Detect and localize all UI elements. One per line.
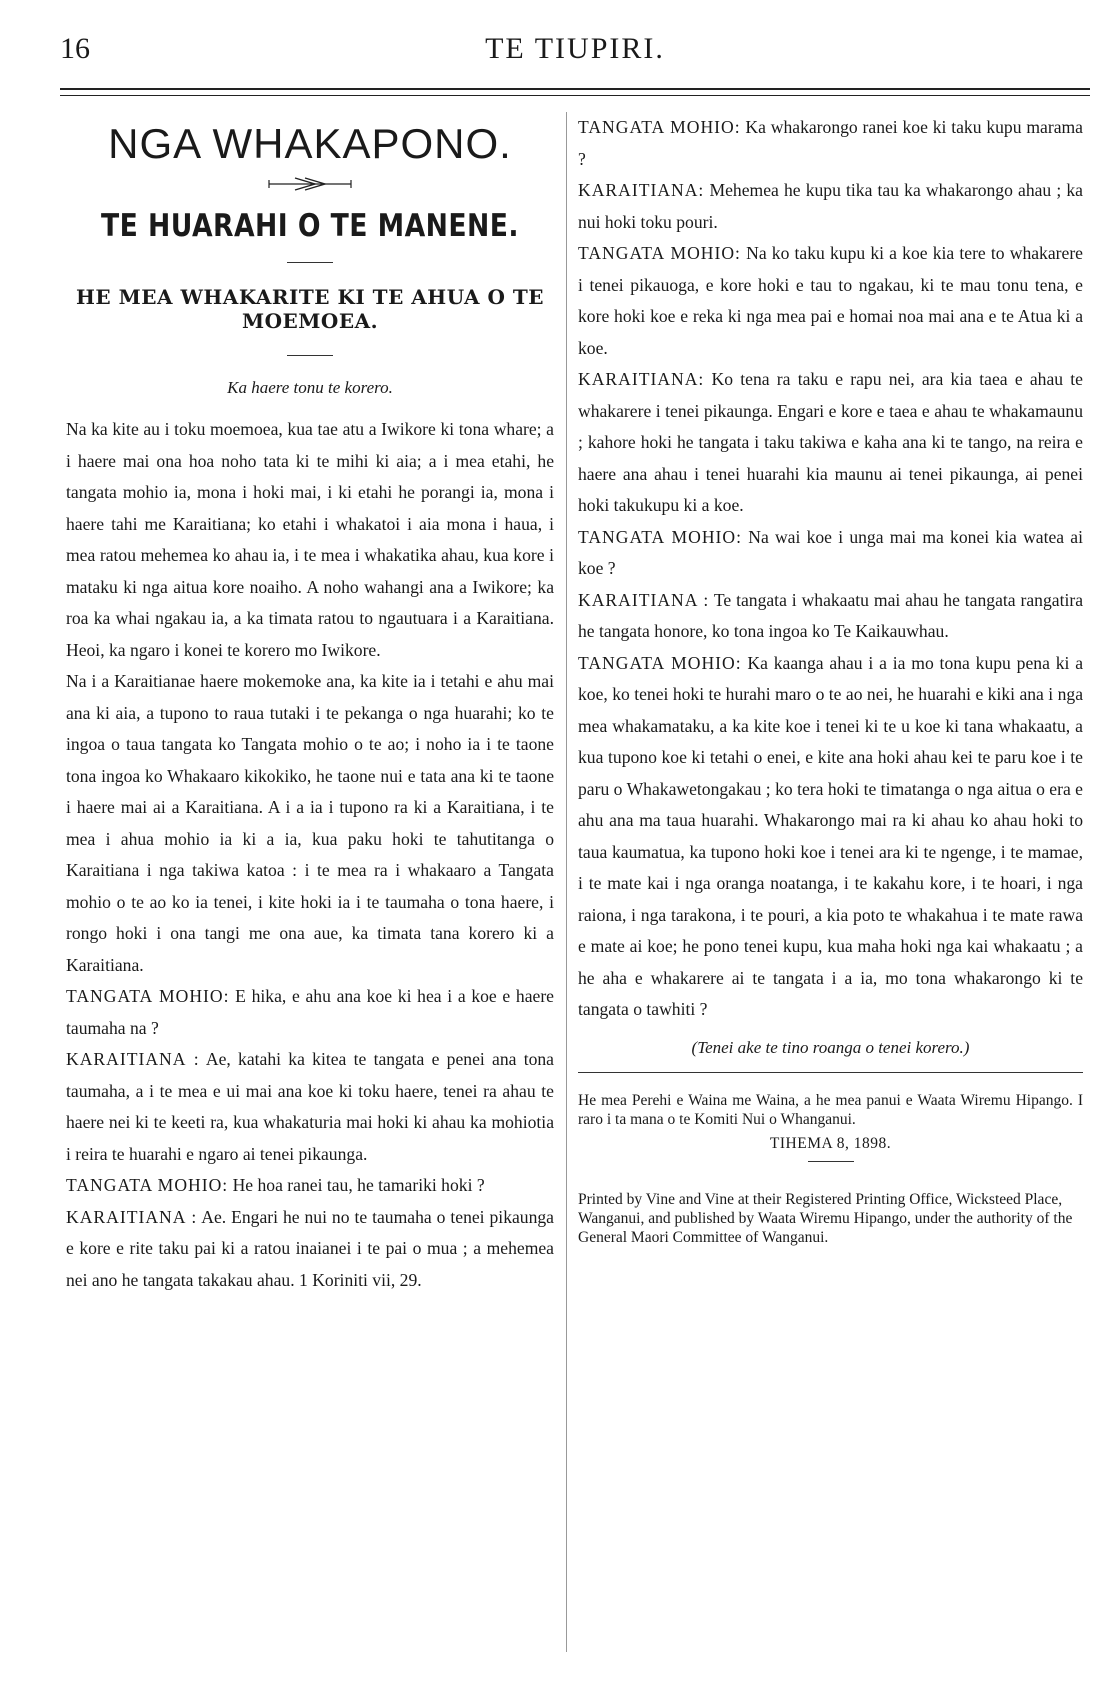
speaker-label: KARAITIANA: bbox=[578, 180, 705, 200]
dialogue-text: Ae. Engari he nui no te taumaha o tenei pikaunga e kore e rite taku pai ki a ratou inaianei i te pai o mua ; a mehemea nei ano he tangata takakau ahau. 1 Koriniti vii, 29. bbox=[66, 1206, 554, 1290]
dialogue-text: Mehemea he kupu tika tau ka whakarongo ahau ; ka nui hoki toku pouri. bbox=[578, 180, 1083, 232]
dialogue-text: Na wai koe i unga mai ma konei kia watea ai koe ? bbox=[578, 526, 1084, 578]
dialogue-text: Ka kaanga ahau i a ia mo tona kupu pena ki a koe, ko tenei hoki te hurahi maro o te ao nei, he huarahi e kiki ana i nga mea whakamataku, a ka kite koe i tenei ki te u koe ki tana whakaatu, a kua tupono koe ki tetahi o enei, e kite ana hoki ahau kei te paru koe i te paru o Whakawetongakau ; ko tera hoki te timatanga o nga aitua o era e ahu ana ma taua huarahi. Whakarongo mai ra ki ahau ko ahau hoki to taua kaumatua, ka tupono hoki koe i tenei ara ki te ngenge, i te mamae, i te mate kai i nga oranga noatanga, i te kakahu kore, i te hoari, i nga raiona, i nga tarakona, i te pouri, a kia poto te whakahua i te mate rawa e mate ai koe; he pono tenei kupu, kua maha hoki nga kai whakaatu ; a he aha e whakarere ai te tangata i a ia, mo tona whakarongo ki te tangata o tawhiti ? bbox=[578, 652, 1083, 1019]
speaker-label: TANGATA MOHIO: bbox=[66, 1175, 229, 1195]
running-head bbox=[60, 32, 1090, 72]
speaker-label: KARAITIANA : bbox=[578, 589, 710, 610]
dialogue-text: Te tangata i whakaatu mai ahau he tangata rangatira he tangata honore, ko tona ingoa ko Te Kaikauwhau. bbox=[578, 589, 1084, 641]
speaker-label: KARAITIANA : bbox=[66, 1049, 200, 1069]
dialogue-text: Na ko taku kupu ki a koe kia tere to whakarere i tenei pikauoga, e kore hoki e tau to ngakau, ki te mau tonu tena, e kore hoki koe e reka ki nga mea pai e homai noa mai ana e te Atua ki a koe. bbox=[578, 243, 1083, 358]
speaker-label: TANGATA MOHIO: bbox=[578, 652, 742, 673]
imprint-text: He mea Perehi e Waina me Waina, a he mea panui e Waata Wiremu Hipango. I raro i ta mana o te Komiti Nui o Whanganui. bbox=[578, 1091, 1083, 1128]
dialogue-text: Ae, katahi ka kitea te tangata e penei ana tona taumaha, a i te mea e ui mai ana koe ki toku haere, tenei ra ahau te haere nei ki te keeti ra, kua whakaturia mai hoki ki ahau ka mohiotia i reira te huarahi e ngaro ai tenei pikaunga. bbox=[66, 1049, 554, 1164]
printer-note: Printed by Vine and Vine at their Registered Printing Office, Wicksteed Place, Wanganui, and published by Waata Wiremu Hipango, under the authority of the General Maori Committee of Wanganui. bbox=[578, 1190, 1073, 1246]
dialogue-paragraph bbox=[578, 648, 1083, 1026]
speaker-label: TANGATA MOHIO: bbox=[578, 526, 743, 547]
dialogue-paragraph bbox=[66, 1044, 554, 1170]
body-paragraph: Na ka kite au i toku moemoea, kua tae atu a Iwikore ki tona whare; a i haere mai ona hoa noho tata ki te mihi ki aia; a i mea etahi, he tangata mohio ia, mona i hoki mai, i ki etahi he porangi ia, mona i haere tahi me Karaitiana; ko etahi i whakatoi i aia mona i haua, i mea ratou mehemea ko ahau ia, i te mea i whakatika ahau, kua kore i mataku ki nga aitua kore noaiho. A noho wahangi ana a Iwikore; ka roa ka whai ngakau ia, a ka timata ratou to ngautuara i a Karaitiana. Heoi, ka ngaro i konei te korero mo Iwikore. bbox=[66, 419, 554, 660]
article-subtitle: TE HUARAHI O TE MANENE. bbox=[101, 208, 519, 244]
speaker-label: KARAITIANA : bbox=[66, 1206, 198, 1227]
column-divider bbox=[566, 112, 567, 1652]
dialogue-text: He hoa ranei tau, he tamariki hoki ? bbox=[228, 1175, 485, 1195]
dialogue-paragraph bbox=[578, 175, 1083, 238]
dialogue-paragraph bbox=[66, 1202, 554, 1297]
dialogue-text: E hika, e ahu ana koe ki hea i a koe e haere taumaha na ? bbox=[66, 986, 554, 1038]
closing-note: (Tenei ake te tino roanga o tenei korero.) bbox=[691, 1037, 970, 1057]
body-paragraph: Na i a Karaitianae haere mokemoke ana, ka kite ia i tetahi e ahu mai ana ki aia, a tupono to raua tutaki i te pekanga o nga huarahi; ko te ingoa o taua tangata ko Tangata mohio o te ao; i noho ia i te taone tona ingoa ko Whakaaro kikokiko, he taone nui e tata ana ki te taone i haere mai ai a Karaitiana. A i a ia i tupono ra ki a Karaitiana, i te mea i ahua mohio ia ki a ia, kua paku hoki te tahutitanga o Karaitiana i nga takiwa katoa : i te mea ra i whakaaro a Tangata mohio o te ao ko ia tenei, i kite hoki ia i te taumaha o tona haere, i rongo hoki i ona tangi me ona aue, ka timata tana korero ki a Karaitiana. bbox=[66, 671, 554, 975]
short-rule bbox=[287, 262, 333, 263]
article-subheading: HE MEA WHAKARITE KI TE AHUA O TE MOEMOEA. bbox=[75, 285, 545, 333]
dialogue-text: Ko tena ra taku e rapu nei, ara kia taea e ahau te whakarere i tenei pikaunga. Engari e kore e taea e ahau te whakamaunu ; kahore hoki he tangata i taku takiwa e kaha ana ki te tango, na reira e haere ana ahau i tenei huarahi kia maunu ai tenei pikaunga, ai penei hoki takukupu ki a koe. bbox=[578, 369, 1083, 515]
header-double-rule bbox=[60, 88, 1090, 96]
dialogue-paragraph bbox=[578, 112, 1083, 175]
dialogue-paragraph bbox=[66, 981, 554, 1044]
short-rule bbox=[287, 355, 333, 356]
imprint-date: TIHEMA 8, 1898. bbox=[769, 1134, 892, 1152]
dialogue-paragraph bbox=[578, 522, 1083, 585]
imprint-rule bbox=[578, 1072, 1083, 1073]
short-rule bbox=[808, 1161, 854, 1162]
speaker-label: TANGATA MOHIO: bbox=[578, 243, 741, 263]
speaker-label: KARAITIANA: bbox=[578, 369, 705, 389]
dialogue-paragraph bbox=[578, 238, 1083, 364]
journal-title: TE TIUPIRI. bbox=[485, 32, 665, 65]
dialogue-paragraph bbox=[578, 585, 1083, 648]
page-number: 16 bbox=[60, 32, 90, 65]
dialogue-paragraph bbox=[578, 364, 1083, 522]
ornament-divider-icon bbox=[265, 174, 355, 194]
dialogue-paragraph bbox=[66, 1170, 554, 1202]
speaker-label: TANGATA MOHIO: bbox=[66, 986, 230, 1006]
dialogue-text: Ka whakarongo ranei koe ki taku kupu marama ? bbox=[578, 117, 1083, 169]
continued-note: Ka haere tonu te korero. bbox=[227, 378, 393, 397]
left-column bbox=[66, 112, 554, 1296]
speaker-label: TANGATA MOHIO: bbox=[578, 117, 741, 137]
right-column bbox=[578, 112, 1083, 1247]
article-title: NGA WHAKAPONO. bbox=[108, 120, 512, 167]
